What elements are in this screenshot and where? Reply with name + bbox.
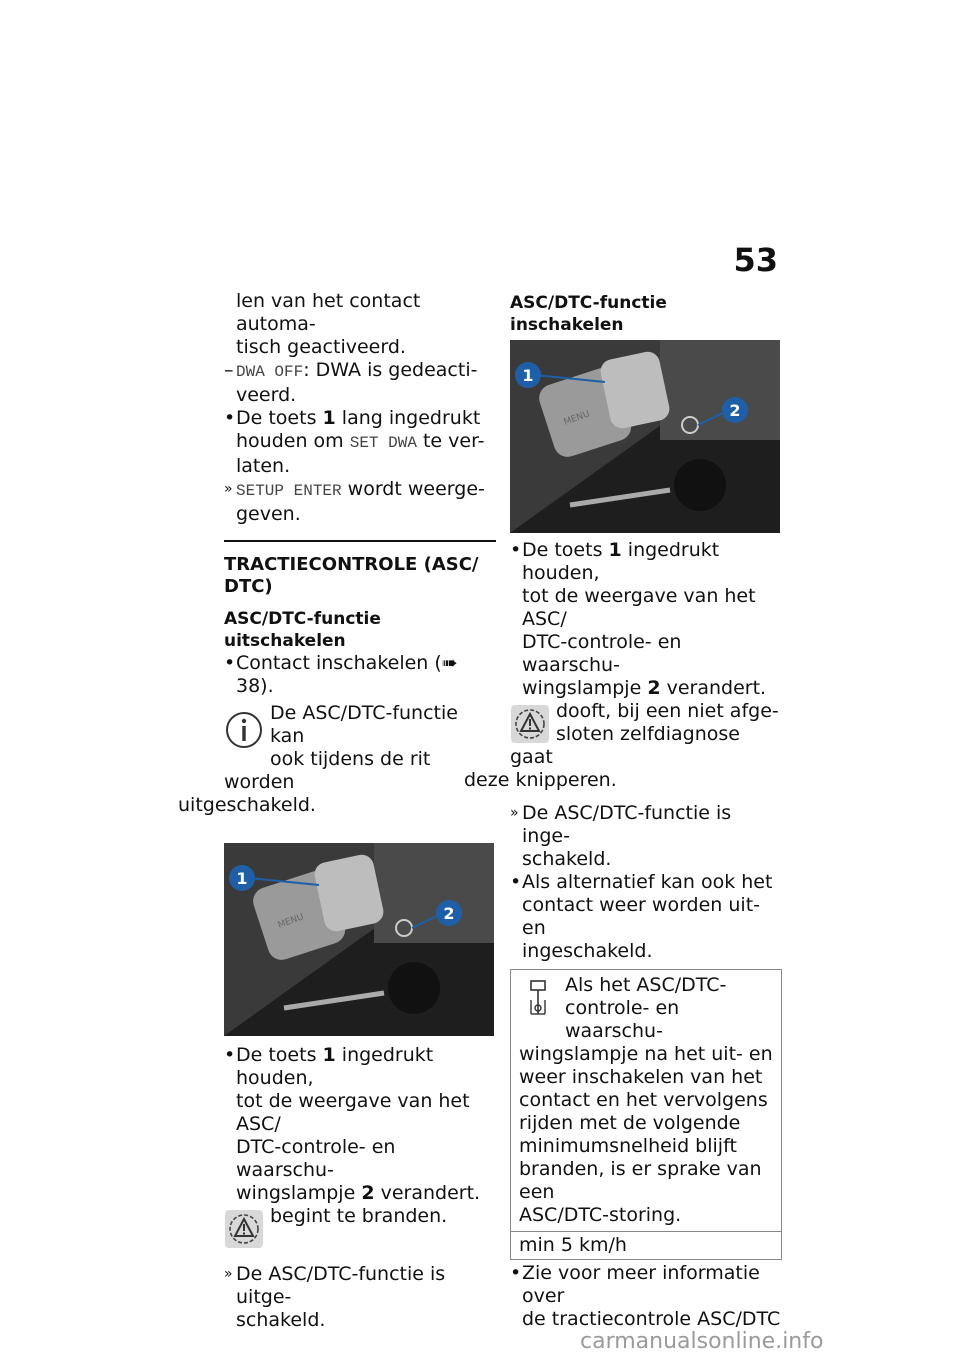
watermark: carmanualsonline.info [580, 1329, 824, 1354]
box-line: minimumsnelheid blijft [519, 1135, 737, 1157]
dash-text-2: veerd. [236, 384, 297, 406]
bullet-icon: • [510, 1262, 522, 1284]
warning-text: begint te branden. [270, 1205, 448, 1227]
bullet-text: laten. [236, 455, 291, 477]
warning-lamp-note [464, 700, 782, 792]
bullet-item [510, 871, 782, 963]
warning-line-3: deze knipperen. [464, 769, 617, 791]
bullet-item [510, 539, 782, 700]
bullet-text: ingedrukt houden, [522, 539, 720, 584]
bullet-text: te ver- [416, 430, 485, 452]
page-number: 53 [733, 241, 778, 279]
bullet-text: De toets [236, 1044, 323, 1066]
bullet-text: tot de weergave van het ASC/ [522, 585, 756, 630]
dash-item [224, 359, 496, 407]
workshop-caliper-icon [519, 978, 559, 1022]
box-line: ASC/DTC-storing. [519, 1204, 682, 1226]
result-item [510, 802, 782, 871]
note-line-2: ook tijdens de rit worden [224, 748, 431, 793]
key-number: 1 [608, 539, 622, 561]
info-icon [224, 710, 264, 750]
section-divider [224, 540, 496, 542]
bullet-text: De toets [522, 539, 609, 561]
lamp-number: 2 [361, 1182, 375, 1204]
bullet-text: lang ingedrukt [335, 407, 481, 429]
box-line: branden, is er sprake van een [519, 1158, 762, 1203]
bullet-text: Zie voor meer informatie over [522, 1262, 760, 1307]
callout-2-label: 2 [729, 401, 741, 420]
bullet-item [510, 1262, 782, 1331]
bullet-text: verandert. [660, 677, 767, 699]
result-item [224, 1263, 496, 1332]
cont-line-2: tisch geactiveerd. [236, 336, 406, 358]
result-arrow-icon: » [224, 1266, 233, 1282]
result-item [224, 478, 496, 526]
bullet-icon: • [510, 871, 522, 893]
key-number: 1 [322, 407, 336, 429]
bullet-item [224, 407, 496, 478]
bullet-text: verandert. [374, 1182, 481, 1204]
box-line: controle- en waarschu- [565, 997, 680, 1042]
minimum-speed-value: min 5 km/h [510, 1232, 782, 1260]
box-line: contact en het vervolgens [519, 1089, 768, 1111]
subsection-title-off: ASC/DTC-functie uitschakelen [224, 609, 381, 651]
result-text: schakeld. [522, 848, 612, 870]
bullet-icon: • [224, 1044, 236, 1066]
result-text: schakeld. [236, 1309, 326, 1331]
bullet-icon: • [510, 539, 522, 561]
warning-line-1: dooft, bij een niet afge- [556, 700, 779, 722]
setup-enter-code: SETUP ENTER [236, 482, 342, 500]
bullet-icon: • [224, 407, 236, 429]
result-text: wordt weerge- [341, 478, 485, 500]
warning-line-2: sloten zelfdiagnose gaat [510, 723, 740, 768]
continued-text [224, 290, 496, 359]
section-title-line-1: TRACTIECONTROLE (ASC/ [224, 554, 479, 575]
bullet-text: Contact inschakelen ( [236, 652, 442, 674]
bullet-icon: • [224, 652, 236, 674]
dash-text-1: : DWA is gedeacti- [303, 359, 478, 381]
handlebar-switch-photo-2 [510, 340, 780, 533]
handlebar-switch-photo-1 [224, 843, 494, 1036]
box-line: rijden met de volgende [519, 1112, 741, 1134]
callout-2-label: 2 [443, 904, 455, 923]
bullet-item [224, 1044, 496, 1205]
left-column [178, 290, 496, 1332]
bullet-text: tot de weergave van het ASC/ [236, 1090, 470, 1135]
warning-lamp-note [224, 1205, 496, 1253]
info-note [178, 702, 496, 817]
asc-warning-lamp-icon [510, 704, 550, 744]
bullet-text: Als alternatief kan ook het [522, 871, 773, 893]
bullet-text: contact weer worden uit- en [522, 894, 761, 939]
right-column [464, 290, 782, 1331]
asc-warning-lamp-icon [224, 1209, 264, 1249]
result-text: geven. [236, 503, 301, 525]
dwa-off-code: DWA OFF [236, 363, 304, 381]
box-line: Als het ASC/DTC- [565, 974, 727, 996]
section-title [224, 554, 496, 598]
set-dwa-code: SET DWA [349, 434, 417, 452]
bullet-text: houden om [236, 430, 350, 452]
result-text: De ASC/DTC-functie is uitge- [236, 1263, 446, 1308]
result-arrow-icon: » [224, 481, 233, 497]
result-arrow-icon: » [510, 805, 519, 821]
bullet-text: wingslampje [522, 677, 648, 699]
key-number: 1 [322, 1044, 336, 1066]
box-line: wingslampje na het uit- en [519, 1043, 773, 1065]
bullet-item [224, 652, 496, 698]
menu-button-label: MENU [276, 912, 306, 931]
menu-button-label: MENU [562, 409, 592, 428]
cont-line-1: len van het contact automa- [236, 290, 421, 335]
page-reference-link[interactable]: ➠ 38). [236, 652, 458, 697]
note-line-3: uitgeschakeld. [178, 794, 316, 816]
bullet-text: wingslampje [236, 1182, 362, 1204]
bullet-text: ingedrukt houden, [236, 1044, 434, 1089]
bullet-text: DTC-controle- en waarschu- [522, 631, 682, 676]
box-line: weer inschakelen van het [519, 1066, 763, 1088]
bullet-text: ingeschakeld. [522, 940, 653, 962]
callout-1-label: 1 [236, 869, 248, 888]
service-notice-box [510, 969, 782, 1232]
subsection-title-on: ASC/DTC-functie inschakelen [510, 293, 667, 335]
result-text: De ASC/DTC-functie is inge- [522, 802, 732, 847]
dash-marker: – [224, 359, 234, 381]
section-title-line-2: DTC) [224, 576, 273, 597]
note-line-1: De ASC/DTC-functie kan [270, 702, 458, 747]
bullet-text: De toets [236, 407, 323, 429]
lamp-number: 2 [647, 677, 661, 699]
callout-1-label: 1 [522, 366, 534, 385]
bullet-text: DTC-controle- en waarschu- [236, 1136, 396, 1181]
bullet-text: de tractiecontrole ASC/DTC [522, 1308, 781, 1330]
